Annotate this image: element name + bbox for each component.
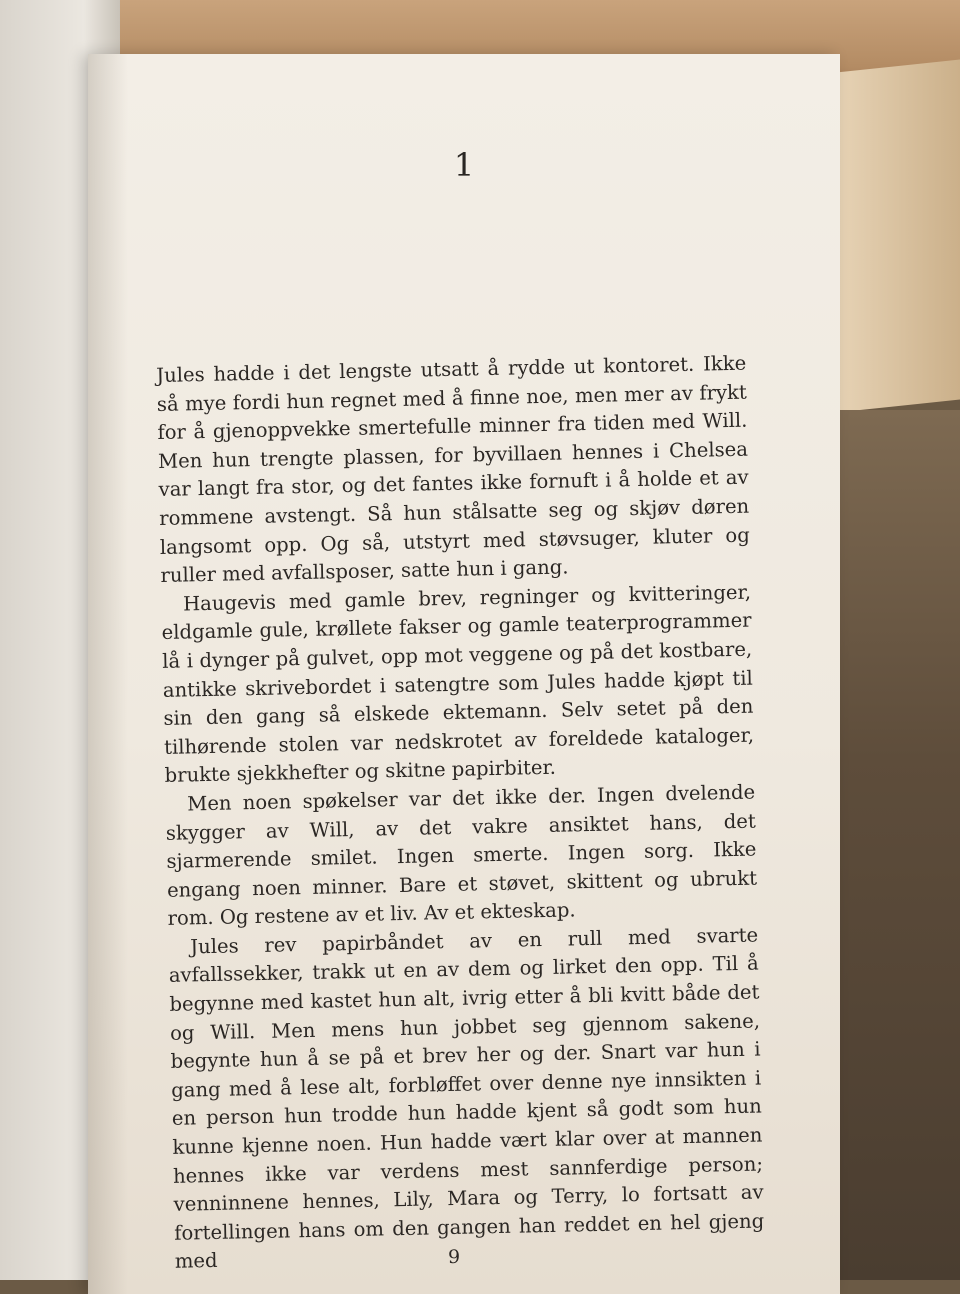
body-text: [156, 350, 765, 1277]
paragraph: Jules rev papirbåndet av en rull med svarte avfallssekker, trakk ut en av dem og lirket den opp. Til å begynne med kastet hun alt, ivrig etter å bli kvitt både det og Will. Men mens hun jobbet seg gjennom sakene, begynte hun å se på et brev her og der. Snart var hun i gang med å lese alt, forbløffet over denne nye innsikten i en person hun trodde hun hadde kjent så godt som hun kunne kjenne noen. Hun hadde vært klar over at mannen hennes ikke var verdens mest sannferdige person; venninnene hennes, Lily, Mara og Terry, lo fortsatt av fortellingen hans om den gangen han reddet en hel gjeng med: [168, 923, 765, 1274]
book-page: [88, 54, 840, 1294]
paragraph: Men noen spøkelser var det ikke der. Ingen dvelende skygger av Will, av det vakre ansiktet hans, det sjarmerende smilet. Ingen smerte. Ingen sorg. Ikke engang noen minner. Bare et støvet, skittent og ubrukt rom. Og restene av et liv. Av et ekteskap.: [165, 780, 758, 931]
paragraph: Haugevis med gamle brev, regninger og kvitteringer, eldgamle gule, krøllete fakser og gamle teaterprogrammer lå i dynger på gulvet, opp mot veggene og på det kostbare, antikke skrivebordet i satengtre som Jules hadde kjøpt til sin den gang så elskede ektemann. Selv setet på den tilhørende stolen var nedskrotet av foreldede kataloger, brukte sjekkhefter og skitne papirbiter.: [161, 580, 755, 788]
paragraph: Jules hadde i det lengste utsatt å rydde ut kontoret. Ikke så mye fordi hun regnet med å finne noe, men mer av frykt for å gjenoppvekke smertefulle minner fra tiden med Will. Men hun trengte plassen, for byvillaen hennes i Chelsea var langt fra stor, og det fantes ikke fornuft i å holde et av rommene avstengt. Så hun stålsatte seg og skjøv døren langsomt opp. Og så, utstyrt med støvsuger, kluter og ruller med avfallsposer, satte hun i gang.: [156, 351, 750, 588]
page-gutter-shadow: [88, 54, 128, 1294]
chapter-number: 1: [453, 146, 475, 184]
page-number: 9: [448, 1246, 461, 1268]
